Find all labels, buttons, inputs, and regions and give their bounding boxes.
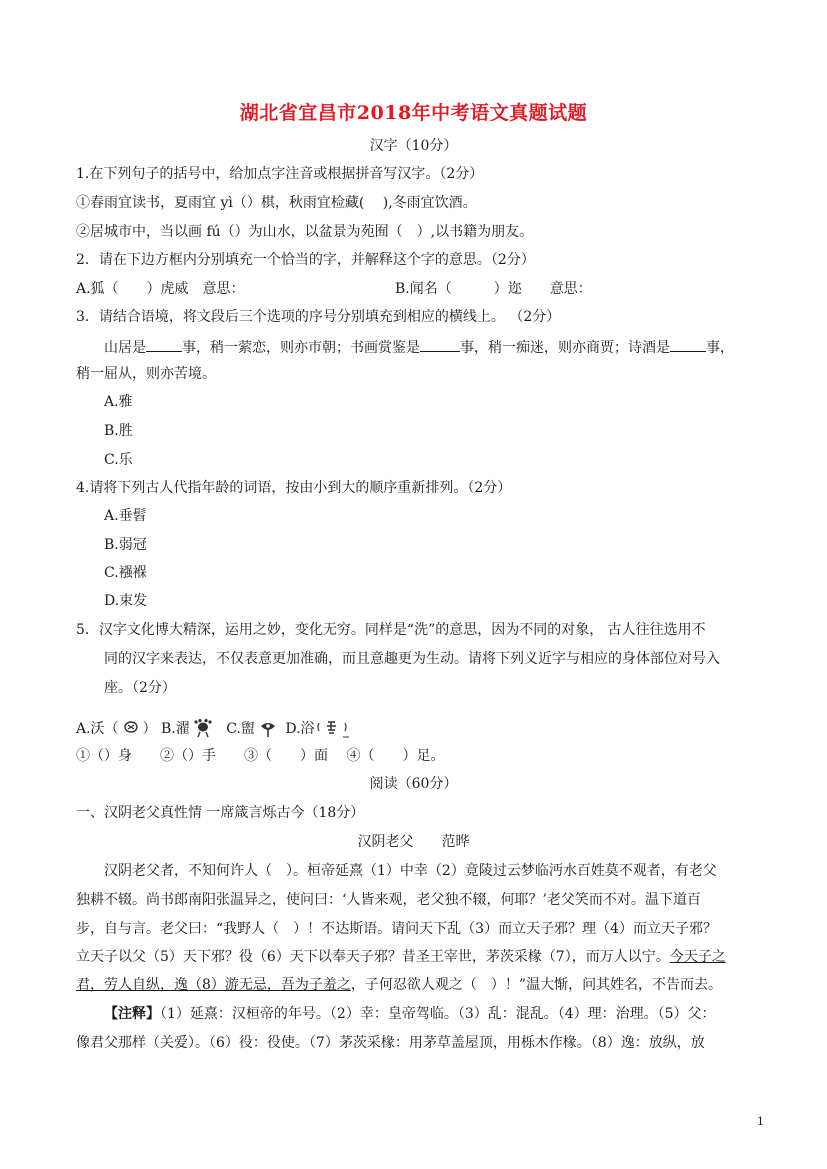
q1-stem: 1.在下列句子的括号中，给加点字注音或根据拼音写汉字。（2分） (76, 166, 484, 182)
q5-line3: 座。（2分） (104, 680, 176, 696)
face-glyph-icon (119, 719, 143, 739)
notes-label: 【注释】 (104, 1006, 160, 1022)
q4-option-a: A.垂髫 (104, 508, 147, 524)
q3-paragraph-line2: 稍一屈从，则亦苦境。 (76, 366, 216, 382)
q1-line2: ②居城市中，当以画 fú（）为山水，以盆景为苑囿（ ）,以书籍为朋友。 (76, 224, 534, 240)
q5-option-b: B.濯 (161, 721, 190, 737)
hand-glyph-icon (255, 718, 281, 740)
q3-option-a: A.雅 (104, 394, 133, 410)
section-heading-hanzi: 汉字（10分） (369, 138, 458, 154)
section-heading-reading: 阅读（60分） (369, 776, 458, 792)
body-glyph-icon (315, 718, 355, 740)
q2-option-a: A.狐（ ）虎威 意思： (76, 281, 245, 297)
q3-text-d: 事， (706, 340, 734, 356)
q4-stem: 4.请将下列古人代指年龄的词语，按由小到大的顺序重新排列。（2分） (76, 480, 512, 496)
q3-text-b: 事，稍一萦恋，则亦市朝；书画赏鉴是 (182, 340, 420, 356)
q3-stem: 3．请结合语境，将文段后三个选项的序号分别填充到相应的横线上。 （2分） (76, 309, 561, 325)
notes-line2: 像君父那样（关爱）。（6）役：役使。（7）茅茨采椽：用茅草盖屋顶，用栎木作椽。（8）逸：放纵，放 (76, 1035, 705, 1051)
article-line2: 独耕不辍。尚书郎南阳张温异之，使问曰：‘人皆来观，老父独不辍，何耶？’老父笑而不对。温下道百 (76, 892, 701, 908)
q5-option-a: A.沃（ (76, 721, 119, 737)
q5-line1: 5．汉字文化博大精深，运用之妙，变化无穷。同样是“洗”的意思，因为不同的对象， 古人往往选用不 (76, 622, 706, 638)
q5-line2: 同的汉字来表达，不仅表意更加准确，而且意趣更为生动。请将下列义近字与相应的身体部位对号入 (104, 651, 720, 667)
q5-options: A.沃（ ） B.濯 C.盥 D.浴 (76, 718, 355, 740)
q3-option-c: C.乐 (104, 452, 133, 468)
article-line3: 步，自与言。老父曰：“我野人（ ）！不达斯语。请问天下乱（3）而立天子邪？理（4）而立天子邪？ (76, 921, 717, 937)
q1-line1: ①春雨宜读书，夏雨宜 yì（）棋，秋雨宜检藏( ),冬雨宜饮酒。 (76, 195, 477, 211)
article-line1: 汉阴老父者，不知何许人（ ）。桓帝延熹（1）中幸（2）竟陵过云梦临沔水百姓莫不观者，有老父 (104, 863, 717, 879)
underlined-sentence-part2: 君，劳人自纵，逸（8）游无忌，吾为子羞之 (76, 977, 351, 993)
q2-option-b: B.闻名（ ）迩 意思： (395, 281, 592, 297)
q3-text-a: 山居是 (104, 340, 146, 356)
q3-blank-2[interactable] (420, 337, 460, 352)
q5-option-d: D.浴 (285, 721, 315, 737)
q5-answer-slots: ①（）身 ②（）手 ③（ ）面 ④（ ）足。 (76, 748, 445, 764)
part1-heading: 一、汉阴老父真性情 一席箴言烁古今（18分） (76, 805, 365, 821)
q3-paragraph-line1 (104, 337, 734, 358)
page-number: 1 (757, 1115, 764, 1128)
page-title: 湖北省宜昌市2018年中考语文真题试题 (239, 102, 588, 124)
notes-line1: 【注释】（1）延熹：汉桓帝的年号。（2）幸：皇帝驾临。（3）乱：混乱。（4）理：治理。（5）父： (104, 1006, 716, 1022)
underlined-sentence-part1: 今天子之 (669, 949, 726, 965)
q3-option-b: B.胜 (104, 423, 133, 439)
q4-option-b: B.弱冠 (104, 537, 147, 553)
article-line4: 立天子以父（5）天下邪？役（6）天下以奉天子邪？昔圣王宰世，茅茨采椽（7），而万人以宁。今天子之 (76, 949, 726, 965)
article-line5: 君，劳人自纵，逸（8）游无忌，吾为子羞之，子何忍欲人观之（ ）！”温大惭，问其姓名，不告而去。 (76, 977, 723, 993)
q3-blank-1[interactable] (146, 337, 182, 352)
q4-option-d: D.束发 (104, 593, 148, 609)
q3-text-c: 事，稍一痴迷，则亦商贾；诗酒是 (460, 340, 670, 356)
q3-blank-3[interactable] (670, 337, 706, 352)
q5-option-c: C.盥 (226, 721, 255, 737)
article-title: 汉阴老父 范晔 (357, 834, 470, 850)
q4-option-c: C.襁褓 (104, 565, 147, 581)
q2-stem: 2．请在下边方框内分别填充一个恰当的字，并解释这个字的意思。（2分） (76, 252, 535, 268)
foot-glyph-icon (190, 718, 216, 740)
